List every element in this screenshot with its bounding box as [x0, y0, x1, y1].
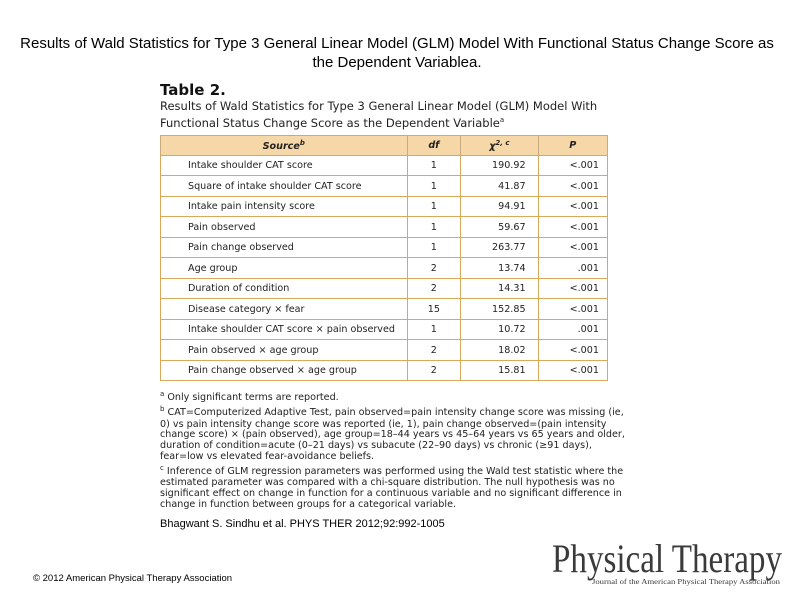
table-row — [161, 340, 608, 361]
cell-chi: 15.81 — [461, 360, 538, 381]
table-caption-text: Results of Wald Statistics for Type 3 General Linear Model (GLM) Model With Functional Status Change Score as the Dependent Variable — [160, 99, 598, 130]
copyright-notice: © 2012 American Physical Therapy Association — [33, 573, 233, 584]
header-p: P — [538, 135, 607, 155]
table-caption — [160, 99, 608, 130]
cell-source: Age group — [161, 258, 408, 279]
cell-df: 1 — [407, 237, 461, 258]
cell-chi: 14.31 — [461, 278, 538, 299]
cell-chi: 59.67 — [461, 217, 538, 238]
footnote-a: $^a$ Only significant terms are reported. — [160, 390, 339, 404]
cell-df: 1 — [407, 217, 461, 238]
table-row — [161, 196, 608, 217]
header-chi: $\chi^{2, c}$ — [461, 135, 538, 155]
physical-therapy-logo — [552, 534, 784, 592]
table-row — [161, 258, 608, 279]
citation: Bhagwant S. Sindhu et al. PHYS THER 2012;92:992-1005 — [160, 518, 445, 530]
slide-title: Results of Wald Statistics for Type 3 General Linear Model (GLM) Model With Functional Status Change Score as the Dependent Variablea. — [20, 35, 774, 71]
cell-chi: 263.77 — [461, 237, 538, 258]
cell-chi: 18.02 — [461, 340, 538, 361]
cell-p: .001 — [538, 258, 607, 279]
cell-p: <.001 — [538, 155, 607, 176]
cell-source: Duration of condition — [161, 278, 408, 299]
table-caption-sup: a — [499, 116, 505, 124]
cell-df: 2 — [407, 278, 461, 299]
table-figure — [160, 81, 625, 511]
cell-p: <.001 — [538, 217, 607, 238]
cell-df: 15 — [407, 299, 461, 320]
cell-source: Pain change observed × age group — [161, 360, 408, 381]
table-row — [161, 237, 608, 258]
table-row — [161, 155, 608, 176]
header-df: df — [407, 135, 461, 155]
logo-tagline: Journal of the American Physical Therapy Association — [592, 577, 781, 586]
cell-df: 1 — [407, 196, 461, 217]
cell-df: 1 — [407, 155, 461, 176]
results-table — [160, 135, 608, 382]
header-source: Source$^b$ — [161, 135, 408, 155]
cell-df: 1 — [407, 176, 461, 197]
cell-source: Square of intake shoulder CAT score — [161, 176, 408, 197]
cell-chi: 94.91 — [461, 196, 538, 217]
table-row — [161, 176, 608, 197]
cell-p: <.001 — [538, 299, 607, 320]
cell-p: .001 — [538, 319, 607, 340]
cell-chi: 41.87 — [461, 176, 538, 197]
footnote-c: $^c$ Inference of GLM regression parameters was performed using the Wald test statistic where the estimated parameter was compared with a chi-square distribution. The null hypothesis was no significant effect on change in function for a continuous variable and no significant difference in change in function between groups for a categorical variable. — [160, 464, 624, 511]
cell-p: <.001 — [538, 176, 607, 197]
logo-wordmark: Physical Therapy — [552, 536, 782, 581]
cell-p: <.001 — [538, 196, 607, 217]
cell-source: Intake pain intensity score — [161, 196, 408, 217]
cell-df: 2 — [407, 360, 461, 381]
table-row — [161, 319, 608, 340]
cell-source: Intake shoulder CAT score — [161, 155, 408, 176]
table-row — [161, 278, 608, 299]
cell-source: Pain change observed — [161, 237, 408, 258]
cell-df: 1 — [407, 319, 461, 340]
cell-chi: 190.92 — [461, 155, 538, 176]
cell-chi: 10.72 — [461, 319, 538, 340]
cell-p: <.001 — [538, 237, 607, 258]
cell-source: Pain observed — [161, 217, 408, 238]
cell-p: <.001 — [538, 278, 607, 299]
table-row — [161, 360, 608, 381]
footnote-b: $^b$ CAT=Computerized Adaptive Test, pain observed=pain intensity change score was missing (ie, 0) vs pain intensity change score was reported (ie, 1), pain change observed=(pain intensity change score) × (pain observed), age group=18–44 years vs 45–64 years vs 65 years and older, duration of condition=acute (0–21 days) vs subacute (22–90 days) vs chronic (≥91 days), fear=low vs elevated fear-avoidance beliefs. — [160, 405, 625, 463]
table-header-row — [161, 135, 608, 155]
table-row — [161, 299, 608, 320]
table-row — [161, 217, 608, 238]
cell-chi: 13.74 — [461, 258, 538, 279]
table-label: Table 2. — [160, 81, 226, 99]
table-footnotes — [160, 389, 630, 511]
cell-df: 2 — [407, 340, 461, 361]
cell-source: Intake shoulder CAT score × pain observed — [161, 319, 408, 340]
cell-source: Pain observed × age group — [161, 340, 408, 361]
cell-df: 2 — [407, 258, 461, 279]
cell-p: <.001 — [538, 340, 607, 361]
cell-source: Disease category × fear — [161, 299, 408, 320]
cell-p: <.001 — [538, 360, 607, 381]
cell-chi: 152.85 — [461, 299, 538, 320]
